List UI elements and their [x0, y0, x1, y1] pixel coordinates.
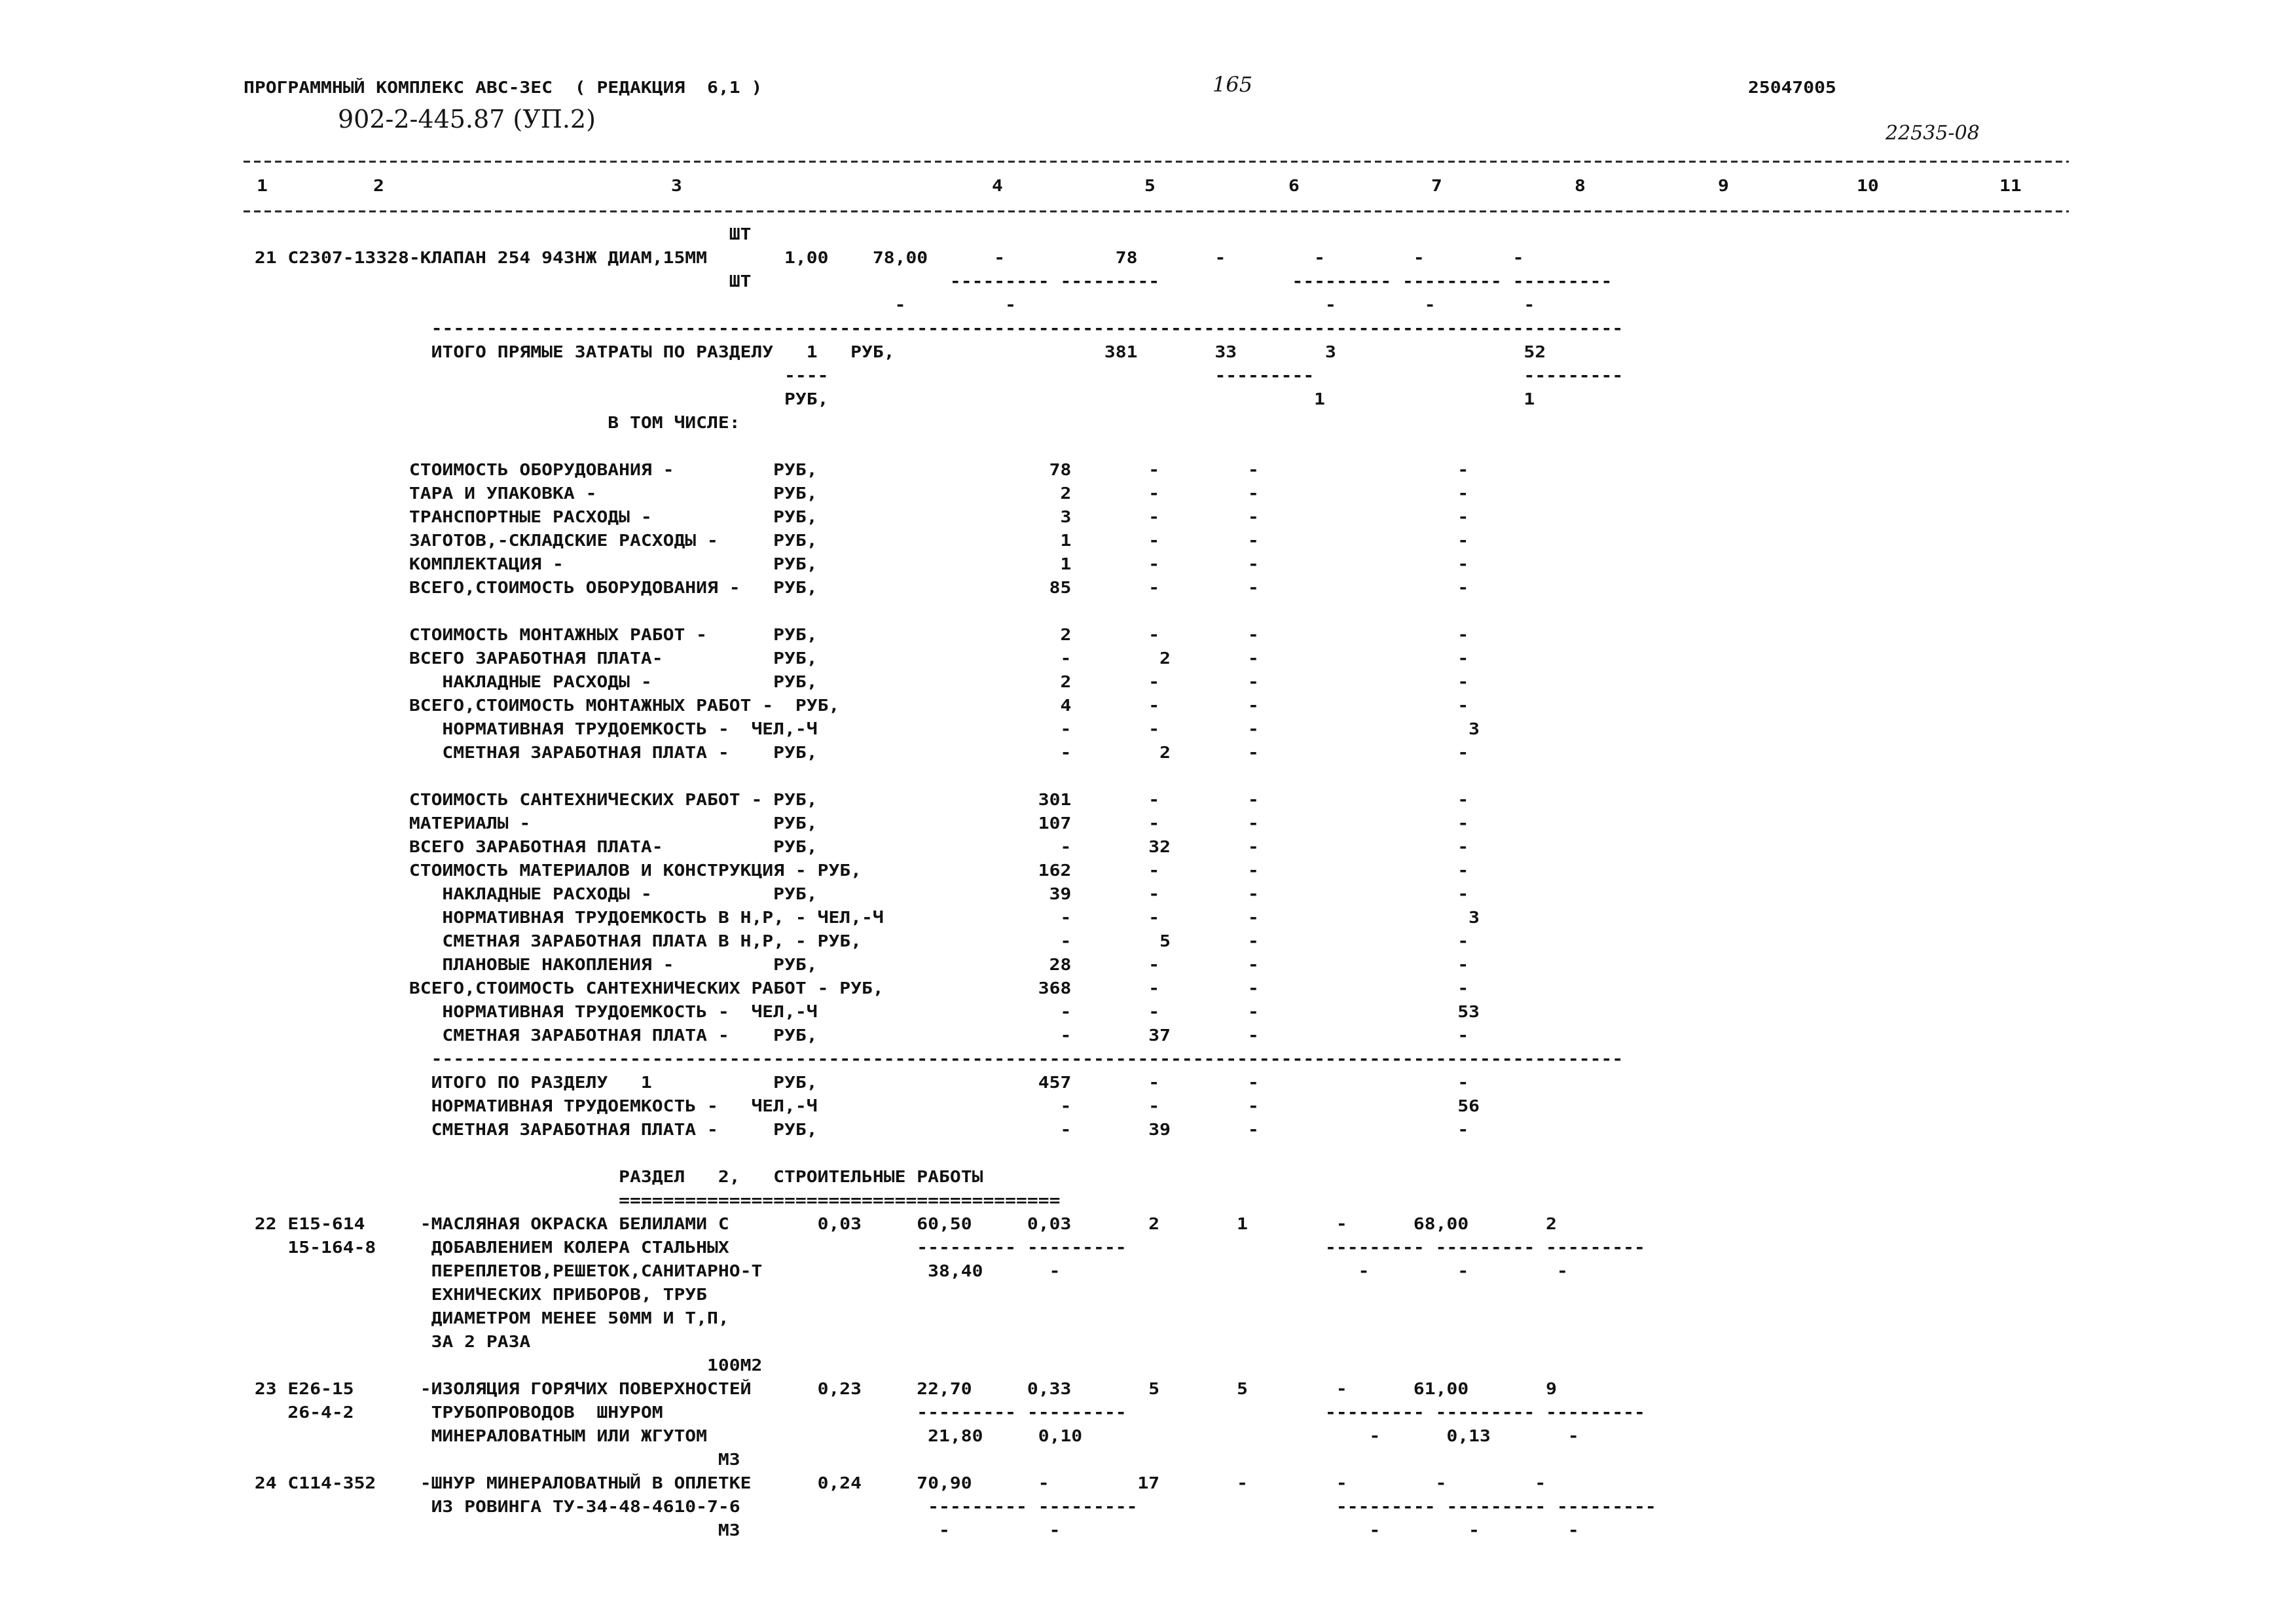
printout-line: СТОИМОСТЬ САНТЕХНИЧЕСКИХ РАБОТ - РУБ, 301 - - -: [244, 790, 1469, 809]
printout-line: ШТ --------- --------- --------- --------- ---------: [244, 272, 1613, 291]
printout-line: НОРМАТИВНАЯ ТРУДОЕМКОСТЬ В Н,Р, - ЧЕЛ,-Ч - - - 3: [244, 908, 1480, 927]
column-number: 10: [1857, 176, 1879, 195]
printout-line: ДИАМЕТРОМ МЕНЕЕ 50ММ И Т,П,: [244, 1308, 729, 1327]
printout-line: ШТ: [244, 225, 752, 244]
column-number: 3: [671, 176, 682, 195]
column-number: 7: [1431, 176, 1442, 195]
column-number: 1: [257, 176, 268, 195]
printout-line: СМЕТНАЯ ЗАРАБОТНАЯ ПЛАТА - РУБ, - 2 - -: [244, 743, 1469, 762]
printout-line: НАКЛАДНЫЕ РАСХОДЫ - РУБ, 2 - - -: [244, 672, 1469, 691]
printout-line: МАТЕРИАЛЫ - РУБ, 107 - - -: [244, 814, 1469, 833]
printout-line: 26-4-2 ТРУБОПРОВОДОВ ШНУРОМ --------- --------- --------- --------- ---------: [244, 1403, 1645, 1422]
printout-line: РАЗДЕЛ 2, СТРОИТЕЛЬНЫЕ РАБОТЫ: [244, 1167, 983, 1186]
printout-line: ------------------------------------------------------------------------------------------------------------: [244, 1049, 1624, 1068]
printout-line: ЗА 2 РАЗА: [244, 1332, 531, 1351]
column-number: 4: [992, 176, 1003, 195]
printout-line: 23 Е26-15 -ИЗОЛЯЦИЯ ГОРЯЧИХ ПОВЕРХНОСТЕЙ 0,23 22,70 0,33 5 5 - 61,00 9: [244, 1379, 1558, 1398]
printout-line: КОМПЛЕКТАЦИЯ - РУБ, 1 - - -: [244, 554, 1469, 573]
printout-line: СМЕТНАЯ ЗАРАБОТНАЯ ПЛАТА - РУБ, - 39 - -: [244, 1120, 1469, 1139]
printout-line: ТРАНСПОРТНЫЕ РАСХОДЫ - РУБ, 3 - - -: [244, 507, 1469, 526]
printout-line: ---- --------- ---------: [244, 366, 1624, 385]
printout-line: ПЕРЕПЛЕТОВ,РЕШЕТОК,САНИТАРНО-Т 38,40 - - - -: [244, 1261, 1568, 1280]
printout-line: СМЕТНАЯ ЗАРАБОТНАЯ ПЛАТА В Н,Р, - РУБ, - 5 - -: [244, 931, 1469, 950]
column-number: 9: [1718, 176, 1729, 195]
document-code: 25047005: [1748, 78, 1836, 97]
printout-line: ВСЕГО ЗАРАБОТНАЯ ПЛАТА- РУБ, - 32 - -: [244, 837, 1469, 856]
printout-line: - - - - -: [244, 295, 1535, 314]
printout-line: ПЛАНОВЫЕ НАКОПЛЕНИЯ - РУБ, 28 - - -: [244, 955, 1469, 974]
printout-line: ИЗ РОВИНГА ТУ-34-48-4610-7-6 --------- --------- --------- --------- ---------: [244, 1497, 1656, 1516]
printout-line: РУБ, 1 1: [244, 389, 1535, 408]
printout-line: 22 Е15-614 -МАСЛЯНАЯ ОКРАСКА БЕЛИЛАМИ С 0,03 60,50 0,03 2 1 - 68,00 2: [244, 1214, 1558, 1233]
printout-line: СТОИМОСТЬ МОНТАЖНЫХ РАБОТ - РУБ, 2 - - -: [244, 625, 1469, 644]
printout-line: СТОИМОСТЬ ОБОРУДОВАНИЯ - РУБ, 78 - - -: [244, 460, 1469, 479]
printout-line: 24 С114-352 -ШНУР МИНЕРАЛОВАТНЫЙ В ОПЛЕТКЕ 0,24 70,90 - 17 - - - -: [244, 1473, 1546, 1492]
program-header: ПРОГРАММНЫЙ КОМПЛЕКС АВС-3ЕС ( РЕДАКЦИЯ 6,1 ): [244, 78, 763, 97]
printout-line: М3: [244, 1450, 740, 1469]
printout-line: ВСЕГО ЗАРАБОТНАЯ ПЛАТА- РУБ, - 2 - -: [244, 649, 1469, 668]
printout-line: ========================================: [244, 1191, 1061, 1210]
column-number: 8: [1575, 176, 1586, 195]
printout-line: ТАРА И УПАКОВКА - РУБ, 2 - - -: [244, 484, 1469, 503]
printout-line: ИТОГО ПРЯМЫЕ ЗАТРАТЫ ПО РАЗДЕЛУ 1 РУБ, 381 33 3 52: [244, 342, 1546, 361]
column-number: 6: [1288, 176, 1300, 195]
printout-line: ИТОГО ПО РАЗДЕЛУ 1 РУБ, 457 - - -: [244, 1073, 1469, 1092]
printout-line: 15-164-8 ДОБАВЛЕНИЕМ КОЛЕРА СТАЛЬНЫХ --------- --------- --------- --------- ---------: [244, 1238, 1645, 1257]
printout-line: ВСЕГО,СТОИМОСТЬ МОНТАЖНЫХ РАБОТ - РУБ, 4 - - -: [244, 696, 1469, 715]
printout-line: НОРМАТИВНАЯ ТРУДОЕМКОСТЬ - ЧЕЛ,-Ч - - - 56: [244, 1096, 1480, 1115]
printout-line: В ТОМ ЧИСЛЕ:: [244, 413, 740, 432]
printout-line: НАКЛАДНЫЕ РАСХОДЫ - РУБ, 39 - - -: [244, 884, 1469, 903]
printout-line: ЗАГОТОВ,-СКЛАДСКИЕ РАСХОДЫ - РУБ, 1 - - -: [244, 531, 1469, 550]
printout-line: М3 - - - - -: [244, 1521, 1579, 1540]
printout-line: 100М2: [244, 1356, 763, 1375]
printout-line: МИНЕРАЛОВАТНЫМ ИЛИ ЖГУТОМ 21,80 0,10 - 0,13 -: [244, 1426, 1579, 1445]
printout-line: СТОИМОСТЬ МАТЕРИАЛОВ И КОНСТРУКЦИЯ - РУБ, 162 - - -: [244, 861, 1469, 880]
column-number: 2: [373, 176, 384, 195]
printout-line: ВСЕГО,СТОИМОСТЬ ОБОРУДОВАНИЯ - РУБ, 85 - - -: [244, 578, 1469, 597]
printout-line: НОРМАТИВНАЯ ТРУДОЕМКОСТЬ - ЧЕЛ,-Ч - - - 3: [244, 719, 1480, 738]
printout-line: НОРМАТИВНАЯ ТРУДОЕМКОСТЬ - ЧЕЛ,-Ч - - - 53: [244, 1002, 1480, 1021]
column-number: 5: [1144, 176, 1156, 195]
page-number: 165: [1212, 72, 1253, 97]
printout-line: СМЕТНАЯ ЗАРАБОТНАЯ ПЛАТА - РУБ, - 37 - -: [244, 1026, 1469, 1045]
column-number: 11: [1999, 176, 2022, 195]
document-number: 22535-08: [1886, 122, 1980, 145]
printout-line: ВСЕГО,СТОИМОСТЬ САНТЕХНИЧЕСКИХ РАБОТ - РУБ, 368 - - -: [244, 979, 1469, 998]
printout-line: ЕХНИЧЕСКИХ ПРИБОРОВ, ТРУБ: [244, 1285, 708, 1304]
printout-line: 21 С2307-13328-КЛАПАН 254 943НЖ ДИАМ,15ММ 1,00 78,00 - 78 - - - -: [244, 248, 1524, 267]
project-stamp: 902-2-445.87 (УП.2): [338, 105, 596, 134]
printout-line: ------------------------------------------------------------------------------------------------------------: [244, 319, 1624, 338]
